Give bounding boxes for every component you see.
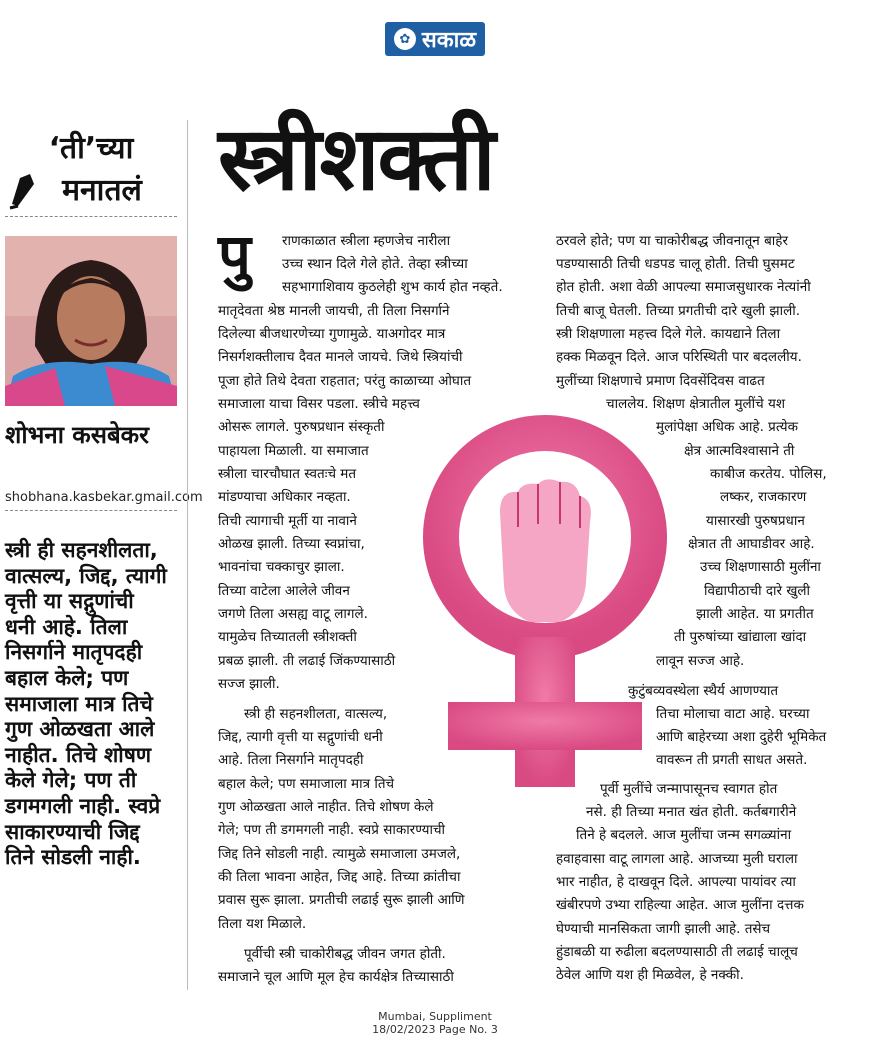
body-line: हुंडाबळी या रुढीला बदलण्यासाठी ती लढाई चालूच xyxy=(556,944,798,960)
author-email[interactable]: shobhana.kasbekar.gmail.com xyxy=(5,490,203,505)
body-line: होत होती. अशा वेळी आपल्या समाजसुधारक नेत्यांनी xyxy=(556,279,811,295)
body-line: लष्कर, राजकारण xyxy=(720,489,807,505)
body-line: पाहायला मिळाली. या समाजात xyxy=(218,443,369,459)
body-line: तिला यश मिळाले. xyxy=(218,916,307,932)
body-line: बहाल केले; पण समाजाला मात्र तिचे xyxy=(218,776,395,792)
body-line: खंबीरपणे उभ्या राहिल्या आहेत. आज मुलींना दत्तक xyxy=(556,897,804,913)
quote-line: बहाल केले; पण xyxy=(5,665,129,690)
quote-line: केले गेले; पण ती xyxy=(5,768,137,793)
body-line: आणि बाहेरच्या अशा दुहेरी भूमिकेत xyxy=(656,729,827,745)
body-line: की तिला भावना आहेत, जिद्द आहे. तिच्या क्रांतीचा xyxy=(218,869,461,885)
body-line: लावून सज्ज आहे. xyxy=(656,653,745,669)
body-line: उच्च स्थान दिले गेले होते. तेव्हा स्त्रीच्या xyxy=(282,256,468,272)
body-line: स्त्रीला चारचौघात स्वतःचे मत xyxy=(218,466,357,482)
quote-line: स्त्री ही सहनशीलता, xyxy=(5,538,158,562)
body-line: तिची त्यागाची मूर्ती या नावाने xyxy=(218,513,357,529)
body-line: यासारखी पुरुषप्रधान xyxy=(706,513,805,529)
author-name: शोभना कसबेकर xyxy=(5,421,149,449)
body-line: उच्च शिक्षणासाठी मुलींना xyxy=(700,559,821,575)
quote-line: वृत्ती या सद्गुणांची xyxy=(5,589,134,614)
headline: स्त्रीशक्ती xyxy=(218,107,494,210)
body-line: पडण्यासाठी तिची धडपड चालू होती. तिची घुसमट xyxy=(556,256,795,272)
divider xyxy=(5,216,177,217)
body-line: ठरवले होते; पण या चाकोरीबद्ध जीवनातून बाहेर xyxy=(556,233,788,249)
body-line: काबीज करतेय. पोलिस, xyxy=(710,466,827,482)
body-line: भार नाहीत, हे दाखवून दिले. आपल्या पायांवर त्या xyxy=(556,874,796,890)
body-line: पूर्वी मुलींचे जन्मापासूनच स्वागत होत xyxy=(600,781,778,797)
column-divider xyxy=(187,120,188,990)
body-line: कुटुंबव्यवस्थेला स्थैर्य आणण्यात xyxy=(628,683,779,699)
quote-line: साकारण्याची जिद्द xyxy=(5,819,140,844)
body-line: वावरून ती प्रगती साधत असते. xyxy=(656,752,808,768)
body-line: तिने हे बदलले. आज मुलींचा जन्म सगळ्यांना xyxy=(576,827,792,843)
body-line: मुलींच्या शिक्षणाचे प्रमाण दिवसेंदिवस वाढत xyxy=(556,373,765,389)
body-line: प्रवास सुरू झाला. प्रगतीची लढाई सुरू झाली आणि xyxy=(218,892,465,908)
logo-text: सकाळ xyxy=(421,28,477,53)
body-line: चाललेय. शिक्षण क्षेत्रातील मुलींचे यश xyxy=(606,396,786,412)
body-line: विद्यापीठाची दारे खुली xyxy=(704,583,811,599)
body-line: दिलेल्या बीजधारणेच्या गुणामुळे. याअगोदर मात्र xyxy=(218,326,446,342)
body-line: स्त्री शिक्षणाला महत्त्व दिले गेले. कायद्याने तिला xyxy=(556,326,781,342)
body-line: सहभागाशिवाय कुठलेही शुभ कार्य होत नव्हते. xyxy=(282,279,503,295)
sakal-logo xyxy=(385,22,485,56)
body-line: सज्ज झाली. xyxy=(218,676,280,692)
quote-line: डगमगली नाही. स्वप्रे xyxy=(5,793,161,818)
footer-date-page: 18/02/2023 Page No. 3 xyxy=(372,1023,498,1036)
body-line: क्षेत्र आत्मविश्वासाने ती xyxy=(684,443,795,459)
body-line: समाजाला याचा विसर पडला. स्त्रीचे महत्त्व xyxy=(218,396,420,412)
body-line: जिद्द, त्यागी वृत्ती या सद्गुणांची धनी xyxy=(218,729,383,745)
body-line: नसे. ही तिच्या मनात खंत होती. कर्तबगारीने xyxy=(586,804,797,820)
body-line: मुलांपेक्षा अधिक आहे. प्रत्येक xyxy=(656,419,798,435)
body-line: तिची बाजू घेतली. तिच्या प्रगतीची दारे खुली झाली. xyxy=(556,303,801,319)
body-line: पूर्वीची स्त्री चाकोरीबद्ध जीवन जगत होती. xyxy=(244,946,446,962)
body-line: तिचा मोलाचा वाटा आहे. घरच्या xyxy=(656,706,810,722)
body-line: क्षेत्रात ती आघाडीवर आहे. xyxy=(688,536,815,552)
quote-line: समाजाला मात्र तिचे xyxy=(5,691,153,716)
body-line: भावनांचा चक्काचुर झाला. xyxy=(218,559,345,575)
body-line: ओसरू लागले. पुरुषप्रधान संस्कृती xyxy=(218,419,385,435)
column-title-line1: ‘ती’च्या xyxy=(48,131,134,166)
author-photo xyxy=(5,236,177,406)
body-line: यामुळेच तिच्यातली स्त्रीशक्ती xyxy=(218,629,357,645)
quote-line: निसर्गाने मातृपदही xyxy=(5,640,143,665)
body-line: गुण ओळखता आले नाहीत. तिचे शोषण केले xyxy=(218,799,434,815)
logo-emblem-icon: ✿ xyxy=(394,28,416,50)
body-line: हवाहवासा वाटू लागला आहे. आजच्या मुली घराला xyxy=(556,851,798,867)
pen-nib-icon xyxy=(8,170,38,210)
column-title-line2: मनातलं xyxy=(62,173,142,208)
body-line: हक्क मिळवून दिले. आज परिस्थिती पार बदललीय. xyxy=(556,349,802,365)
body-line: स्त्री ही सहनशीलता, वात्सल्य, xyxy=(244,706,388,722)
drop-cap: पु xyxy=(218,221,251,289)
body-line: मांडण्याचा अधिकार नव्हता. xyxy=(218,489,351,505)
body-line: जिद्द तिने सोडली नाही. त्यामुळे समाजाला उमजले, xyxy=(218,846,461,862)
body-line: ठेवेल आणि यश ही मिळवेल, हे नक्की. xyxy=(556,967,744,983)
quote-line: गुण ओळखता आले xyxy=(5,717,155,742)
body-line: निसर्गशक्तीलाच दैवत मानले जायचे. जिथे स्त्रियांची xyxy=(218,349,463,365)
body-line: राणकाळात स्त्रीला म्हणजेच नारीला xyxy=(282,233,451,249)
body-line: आहे. तिला निसर्गाने मातृपदही xyxy=(218,752,364,768)
quote-line: धनी आहे. तिला xyxy=(5,614,128,639)
page-footer xyxy=(300,1010,570,1036)
body-line: समाजाने चूल आणि मूल हेच कार्यक्षेत्र तिच्यासाठी xyxy=(218,969,454,985)
quote-line: तिने सोडली नाही. xyxy=(5,845,141,870)
body-line: गेले; पण ती डगमगली नाही. स्वप्रे साकारण्याची xyxy=(218,822,446,838)
body-line: मातृदेवता श्रेष्ठ मानली जायची, ती तिला निसर्गाने xyxy=(218,303,450,319)
body-line: तिच्या वाटेला आलेले जीवन xyxy=(218,583,350,599)
footer-edition: Mumbai, Suppliment xyxy=(378,1010,492,1023)
body-line: ती पुरुषांच्या खांद्याला खांदा xyxy=(674,629,807,645)
body-line: ओळख झाली. तिच्या स्वप्नांचा, xyxy=(218,536,365,552)
venus-fist-icon xyxy=(400,412,690,792)
body-line: जगणे तिला असह्य वाटू लागले. xyxy=(218,606,368,622)
body-line: झाली आहेत. या प्रगतीत xyxy=(696,606,814,622)
divider xyxy=(5,510,177,511)
body-line: पूजा होते तिथे देवता राहतात; परंतु काळाच्या ओघात xyxy=(218,373,472,389)
pull-quote xyxy=(5,538,177,871)
body-line: प्रबळ झाली. ती लढाई जिंकण्यासाठी xyxy=(218,653,396,669)
body-line: घेण्याची मानसिकता जागी झाली आहे. तसेच xyxy=(556,921,771,937)
quote-line: वात्सल्य, जिद्द, त्यागी xyxy=(5,563,167,588)
quote-line: नाहीत. तिचे शोषण xyxy=(5,742,152,767)
